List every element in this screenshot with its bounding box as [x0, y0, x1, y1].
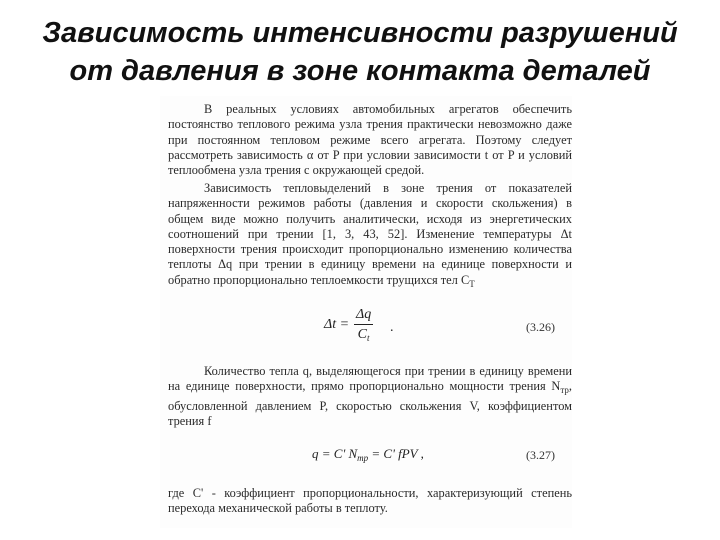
paragraph-2-text: Зависимость тепловыделений в зоне трения от показателей напряженности режимов работы (давления и скорости скольжения) в общем виде можно получить аналитически, исходя из энергетических соотношений при трении [1, 3, 43, 52]. Изменение температуры Δt поверхности трения происходит пропорционально изменению количества теплоты Δq при трении в единицу времени на единице поверхности и обратно пропорционально теплоемкости трущихся тел C [168, 181, 572, 287]
equation-lhs: Δt = [324, 317, 350, 332]
paragraph-3-subscript: тр [560, 385, 569, 396]
equation-number-3-26: (3.26) [526, 320, 555, 334]
denominator-symbol: C [357, 327, 368, 342]
slide-title [30, 14, 690, 90]
paragraph-1-text: В реальных условиях автомобильных агрегатов обеспечить постоянство теплового режима узла трения практически невозможно даже при постоянном тепловом режиме всего агрегата. Поэтому следует рассмотреть зависимость α от P при условии зависимости t от P и условий теплообмена узла трения с окружающей средой. [168, 102, 572, 178]
fraction-numerator: Δq [354, 306, 373, 325]
equation-3-27 [312, 446, 424, 466]
scanned-page [160, 96, 572, 528]
equation-trail: . [390, 320, 394, 335]
paragraph-3 [168, 364, 572, 429]
equation-3-26 [324, 306, 424, 356]
paragraph-2-subscript: T [469, 278, 475, 289]
equation-2-part-2: = C' fPV , [368, 446, 424, 461]
fraction-denominator [354, 325, 373, 348]
title-line-2: от давления в зоне контакта деталей [69, 55, 651, 87]
equation-fraction [354, 306, 373, 348]
paragraph-4-text: где C' - коэффициент пропорциональности, характеризующий степень перехода механической работы в теплоту. [168, 486, 572, 516]
paragraph-3-tail: , обусловленной давлением P, скоростью скольжения V, коэффициентом трения f [168, 379, 572, 428]
paragraph-4 [168, 486, 572, 517]
equation-number-3-27: (3.27) [526, 448, 555, 462]
paragraph-3-text: Количество тепла q, выделяющегося при трении в единицу времени на единице поверхности, прямо пропорционально мощности трения N [168, 364, 572, 394]
equation-2-part-1: q = C' N [312, 446, 358, 461]
denominator-subscript: t [367, 333, 370, 343]
title-line-1: Зависимость интенсивности разрушений [42, 17, 678, 49]
paragraph-1 [168, 102, 572, 178]
equation-2-subscript: тр [357, 453, 369, 463]
paragraph-2 [168, 181, 572, 292]
